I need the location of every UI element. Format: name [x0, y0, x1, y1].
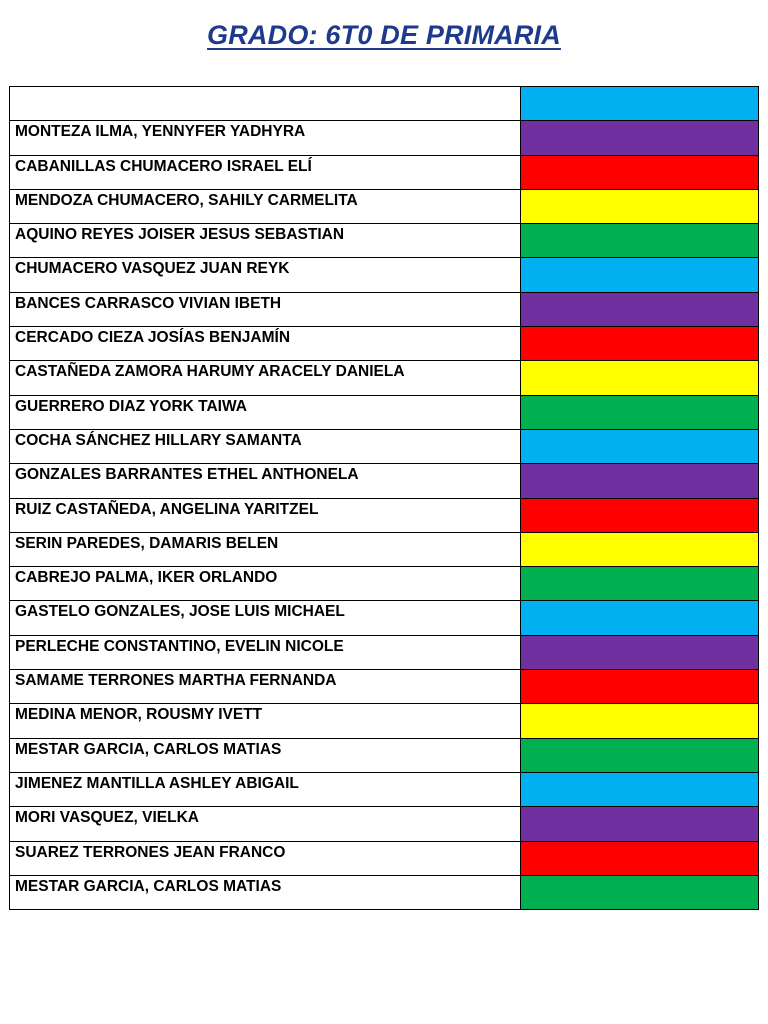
table-row [10, 670, 759, 704]
student-name-cell: MESTAR GARCIA, CARLOS MATIAS [10, 738, 521, 772]
table-row [10, 532, 759, 566]
page-title: GRADO: 6T0 DE PRIMARIA [207, 20, 561, 50]
table-row [10, 841, 759, 875]
color-swatch-cell [521, 601, 759, 635]
student-name-cell: GUERRERO DIAZ YORK TAIWA [10, 395, 521, 429]
table-row [10, 87, 759, 121]
student-name-cell: GONZALES BARRANTES ETHEL ANTHONELA [10, 464, 521, 498]
student-name-cell: PERLECHE CONSTANTINO, EVELIN NICOLE [10, 635, 521, 669]
table-row [10, 875, 759, 909]
student-name-cell: AQUINO REYES JOISER JESUS SEBASTIAN [10, 224, 521, 258]
color-swatch-cell [521, 704, 759, 738]
student-name-cell: BANCES CARRASCO VIVIAN IBETH [10, 292, 521, 326]
student-name-cell: SAMAME TERRONES MARTHA FERNANDA [10, 670, 521, 704]
table-row [10, 601, 759, 635]
color-swatch-cell [521, 395, 759, 429]
table-row [10, 738, 759, 772]
student-name-cell: SERIN PAREDES, DAMARIS BELEN [10, 532, 521, 566]
color-swatch-cell [521, 429, 759, 463]
student-name-cell [10, 87, 521, 121]
color-swatch-cell [521, 292, 759, 326]
student-name-cell: RUIZ CASTAÑEDA, ANGELINA YARITZEL [10, 498, 521, 532]
color-swatch-cell [521, 772, 759, 806]
table-row [10, 772, 759, 806]
table-row [10, 327, 759, 361]
student-name-cell: CABREJO PALMA, IKER ORLANDO [10, 567, 521, 601]
color-swatch-cell [521, 121, 759, 155]
color-swatch-cell [521, 567, 759, 601]
table-row [10, 464, 759, 498]
student-name-cell: CHUMACERO VASQUEZ JUAN REYK [10, 258, 521, 292]
table-row [10, 224, 759, 258]
table-row [10, 567, 759, 601]
table-row [10, 635, 759, 669]
student-name-cell: SUAREZ TERRONES JEAN FRANCO [10, 841, 521, 875]
table-body [10, 87, 759, 910]
color-swatch-cell [521, 224, 759, 258]
student-name-cell: CASTAÑEDA ZAMORA HARUMY ARACELY DANIELA [10, 361, 521, 395]
color-swatch-cell [521, 807, 759, 841]
table-row [10, 121, 759, 155]
student-name-cell: MESTAR GARCIA, CARLOS MATIAS [10, 875, 521, 909]
table-row [10, 155, 759, 189]
table-row [10, 498, 759, 532]
table-row [10, 429, 759, 463]
student-name-cell: COCHA SÁNCHEZ HILLARY SAMANTA [10, 429, 521, 463]
student-name-cell: CERCADO CIEZA JOSÍAS BENJAMÍN [10, 327, 521, 361]
color-swatch-cell [521, 464, 759, 498]
table-row [10, 189, 759, 223]
table-row [10, 395, 759, 429]
color-swatch-cell [521, 670, 759, 704]
color-swatch-cell [521, 532, 759, 566]
table-row [10, 704, 759, 738]
student-name-cell: MORI VASQUEZ, VIELKA [10, 807, 521, 841]
color-swatch-cell [521, 738, 759, 772]
student-name-cell: MONTEZA ILMA, YENNYFER YADHYRA [10, 121, 521, 155]
student-name-cell: MEDINA MENOR, ROUSMY IVETT [10, 704, 521, 738]
color-swatch-cell [521, 498, 759, 532]
student-name-cell: CABANILLAS CHUMACERO ISRAEL ELÍ [10, 155, 521, 189]
student-color-table [9, 86, 759, 910]
color-swatch-cell [521, 875, 759, 909]
color-swatch-cell [521, 258, 759, 292]
student-name-cell: MENDOZA CHUMACERO, SAHILY CARMELITA [10, 189, 521, 223]
table-row [10, 361, 759, 395]
color-swatch-cell [521, 361, 759, 395]
color-swatch-cell [521, 635, 759, 669]
table-row [10, 292, 759, 326]
student-name-cell: GASTELO GONZALES, JOSE LUIS MICHAEL [10, 601, 521, 635]
color-swatch-cell [521, 87, 759, 121]
table-row [10, 258, 759, 292]
color-swatch-cell [521, 327, 759, 361]
color-swatch-cell [521, 841, 759, 875]
color-swatch-cell [521, 189, 759, 223]
table-row [10, 807, 759, 841]
student-name-cell: JIMENEZ MANTILLA ASHLEY ABIGAIL [10, 772, 521, 806]
color-swatch-cell [521, 155, 759, 189]
